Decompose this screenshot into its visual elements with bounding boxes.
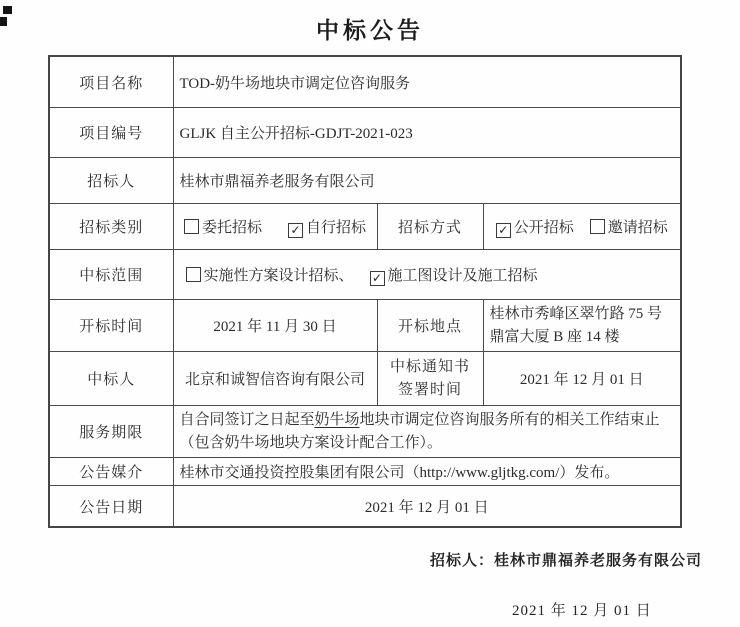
winner-value: 北京和诚智信咨询有限公司 bbox=[173, 352, 377, 406]
footer-date: 2021 年 12 月 01 日 bbox=[512, 603, 652, 619]
tender-method-options bbox=[483, 204, 681, 250]
checkbox-unchecked-icon bbox=[186, 267, 201, 282]
bid-opening-place-label: 开标地点 bbox=[377, 300, 483, 352]
bid-opening-place-value: 桂林市秀峰区翠竹路 75 号鼎富大厦 B 座 14 楼 bbox=[483, 300, 681, 352]
checkbox-checked-icon: ✓ bbox=[496, 223, 511, 238]
project-name-value: TOD-奶牛场地块市调定位咨询服务 bbox=[173, 56, 681, 108]
service-period-text-pre: 自合同签订之日起至 bbox=[179, 412, 315, 428]
option-self-tender bbox=[288, 216, 366, 238]
tenderee-label: 招标人 bbox=[49, 158, 173, 204]
table-row bbox=[49, 250, 681, 300]
option-label: 委托招标 bbox=[201, 220, 262, 236]
checkbox-checked-icon: ✓ bbox=[288, 223, 303, 238]
notice-sign-time-label: 中标通知书签署时间 bbox=[377, 352, 483, 406]
table-row bbox=[49, 486, 681, 528]
option-construction-design-tender bbox=[370, 264, 538, 286]
table-row bbox=[49, 158, 681, 204]
checkbox-checked-icon: ✓ bbox=[370, 271, 385, 286]
footer-tenderee-signature: 招标人：桂林市鼎福养老服务有限公司 bbox=[430, 553, 703, 569]
announcement-media-label: 公告媒介 bbox=[49, 458, 173, 486]
table-row bbox=[49, 108, 681, 158]
project-no-value: GLJK 自主公开招标-GDJT-2021-023 bbox=[173, 108, 681, 158]
option-label: 实施性方案设计招标、 bbox=[203, 268, 354, 284]
bid-opening-time-label: 开标时间 bbox=[49, 300, 173, 352]
option-label: 公开招标 bbox=[513, 219, 574, 236]
notice-sign-time-value: 2021 年 12 月 01 日 bbox=[483, 352, 681, 406]
bid-scope-options bbox=[173, 250, 681, 300]
announcement-date-value: 2021 年 12 月 01 日 bbox=[173, 486, 681, 528]
tenderee-value: 桂林市鼎福养老服务有限公司 bbox=[173, 158, 681, 204]
option-scheme-design-tender bbox=[186, 264, 354, 285]
checkbox-unchecked-icon bbox=[184, 219, 199, 234]
project-no-label: 项目编号 bbox=[49, 108, 173, 158]
table-row bbox=[49, 352, 681, 406]
page-title: 中标公告 bbox=[316, 18, 424, 43]
project-name-label: 项目名称 bbox=[49, 56, 173, 108]
table-row bbox=[49, 406, 681, 458]
award-table bbox=[48, 55, 682, 528]
service-period-label: 服务期限 bbox=[49, 406, 173, 458]
winner-label: 中标人 bbox=[49, 352, 173, 406]
announcement-media-value: 桂林市交通投资控股集团有限公司（http://www.gljtkg.com/）发布。 bbox=[173, 458, 681, 486]
tender-method-label: 招标方式 bbox=[377, 204, 483, 250]
service-period-text-underlined: 奶牛场 bbox=[314, 412, 360, 428]
announcement-date-label: 公告日期 bbox=[49, 486, 173, 528]
service-period-value bbox=[173, 406, 681, 458]
table-row bbox=[49, 458, 681, 486]
option-label: 施工图设计及施工招标 bbox=[387, 267, 538, 284]
tender-category-label: 招标类别 bbox=[49, 204, 173, 250]
tender-category-options bbox=[173, 204, 377, 250]
option-invited-tender bbox=[590, 216, 668, 237]
option-entrusted-tender bbox=[184, 216, 262, 237]
table-row bbox=[49, 56, 681, 108]
table-row bbox=[49, 204, 681, 250]
table-row bbox=[49, 300, 681, 352]
bid-scope-label: 中标范围 bbox=[49, 250, 173, 300]
option-open-tender bbox=[496, 216, 574, 238]
checkbox-unchecked-icon bbox=[590, 219, 605, 234]
service-period-text-post: 地块市调定位咨询服务所有的相关工作结束止（包含奶牛场地块方案设计配合工作）。 bbox=[179, 412, 660, 451]
option-label: 自行招标 bbox=[306, 219, 367, 236]
bid-opening-time-value: 2021 年 11 月 30 日 bbox=[173, 300, 377, 352]
option-label: 邀请招标 bbox=[607, 220, 668, 236]
